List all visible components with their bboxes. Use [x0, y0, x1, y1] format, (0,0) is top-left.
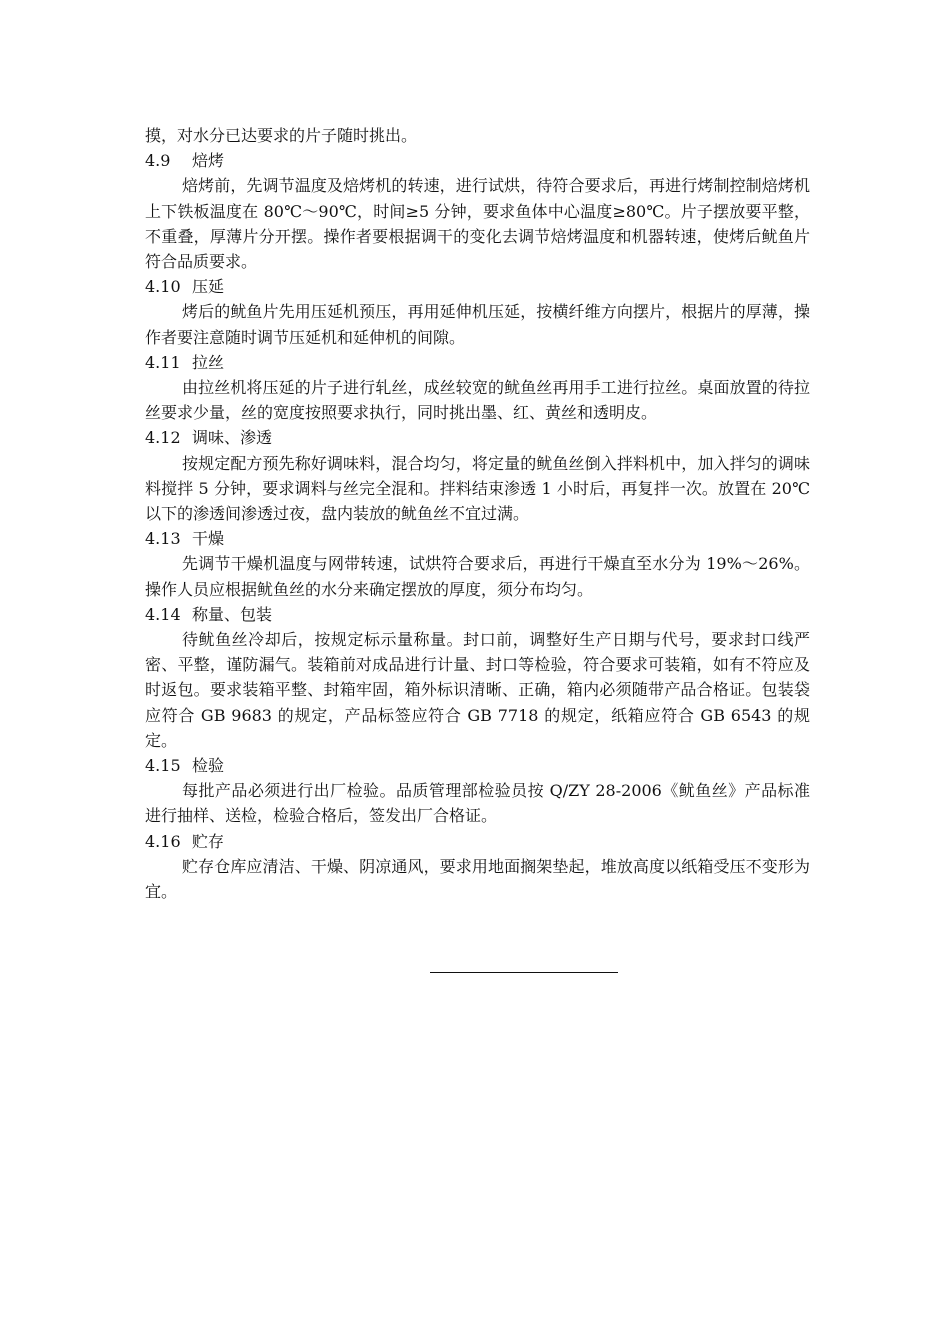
section-paragraph: 按规定配方预先称好调味料，混合均匀，将定量的鱿鱼丝倒入拌料机中，加入拌匀的调味料搅拌 5 分钟，要求调料与丝完全混和。拌料结束渗透 1 小时后，再复拌一次。放置在 20℃以下的渗透间渗透过夜，盘内装放的鱿鱼丝不宜过满。 [145, 453, 810, 524]
section-4-13 [145, 526, 810, 602]
section-heading [145, 526, 810, 551]
section-heading [145, 350, 810, 375]
section-paragraph: 待鱿鱼丝冷却后，按规定标示量称量。封口前，调整好生产日期与代号，要求封口线严密、平整，谨防漏气。装箱前对成品进行计量、封口等检验，符合要求可装箱，如有不符应及时返包。要求装箱平整、封箱牢固，箱外标识清晰、正确，箱内必须随带产品合格证。包装袋应符合 GB 9683 的规定，产品标签应符合 GB 7718 的规定，纸箱应符合 GB 6543 的规定。 [145, 630, 810, 750]
section-heading [145, 148, 810, 173]
section-number: 4.14 [145, 604, 181, 624]
section-number: 4.15 [145, 756, 181, 776]
section-number: 4.11 [145, 352, 181, 372]
section-paragraph: 烤后的鱿鱼片先用压延机预压，再用延伸机压延，按横纤维方向摆片，根据片的厚薄，操作者要注意随时调节压延机和延伸机的间隙。 [145, 302, 810, 347]
section-4-16 [145, 829, 810, 905]
section-heading [145, 274, 810, 299]
section-heading [145, 602, 810, 627]
section-heading [145, 829, 810, 854]
section-paragraph: 每批产品必须进行出厂检验。品质管理部检验员按 Q/ZY 28-2006《鱿鱼丝》产品标准进行抽样、送检，检验合格后，签发出厂合格证。 [145, 781, 810, 826]
section-title: 检验 [192, 756, 225, 776]
continued-paragraph: 摸，对水分已达要求的片子随时挑出。 [145, 126, 418, 145]
section-4-15 [145, 753, 810, 829]
section-number: 4.16 [145, 831, 181, 851]
section-title: 贮存 [192, 831, 225, 851]
end-of-document-rule [430, 972, 618, 973]
section-4-14 [145, 602, 810, 753]
section-title: 焙烤 [192, 151, 225, 171]
section-number: 4.10 [145, 277, 181, 297]
section-title: 压延 [192, 277, 225, 297]
section-title: 调味、渗透 [192, 428, 273, 448]
section-4-10 [145, 274, 810, 350]
section-paragraph: 焙烤前，先调节温度及焙烤机的转速，进行试烘，待符合要求后，再进行烤制控制焙烤机上下铁板温度在 80℃～90℃，时间≥5 分钟，要求鱼体中心温度≥80℃。片子摆放要平整，不重叠，厚薄片分开摆。操作者要根据调干的变化去调节焙烤温度和机器转速，使烤后鱿鱼片符合品质要求。 [145, 176, 810, 272]
section-paragraph: 由拉丝机将压延的片子进行轧丝，成丝较宽的鱿鱼丝再用手工进行拉丝。桌面放置的待拉丝要求少量，丝的宽度按照要求执行，同时挑出墨、红、黄丝和透明皮。 [145, 378, 810, 423]
section-paragraph: 贮存仓库应清洁、干燥、阴凉通风，要求用地面搁架垫起，堆放高度以纸箱受压不变形为宜。 [145, 856, 810, 902]
section-4-9 [145, 148, 810, 274]
section-4-11 [145, 350, 810, 426]
section-paragraph: 先调节干燥机温度与网带转速，试烘符合要求后，再进行干燥直至水分为 19%～26%。操作人员应根据鱿鱼丝的水分来确定摆放的厚度，须分布均匀。 [145, 554, 810, 599]
section-heading [145, 425, 810, 450]
section-heading [145, 753, 810, 778]
section-number: 4.12 [145, 428, 181, 448]
section-4-12 [145, 425, 810, 526]
document-body [145, 123, 810, 904]
section-title: 干燥 [192, 529, 225, 549]
section-title: 称量、包装 [192, 604, 273, 624]
section-number: 4.9 [145, 151, 171, 171]
section-title: 拉丝 [192, 352, 225, 372]
section-number: 4.13 [145, 529, 181, 549]
